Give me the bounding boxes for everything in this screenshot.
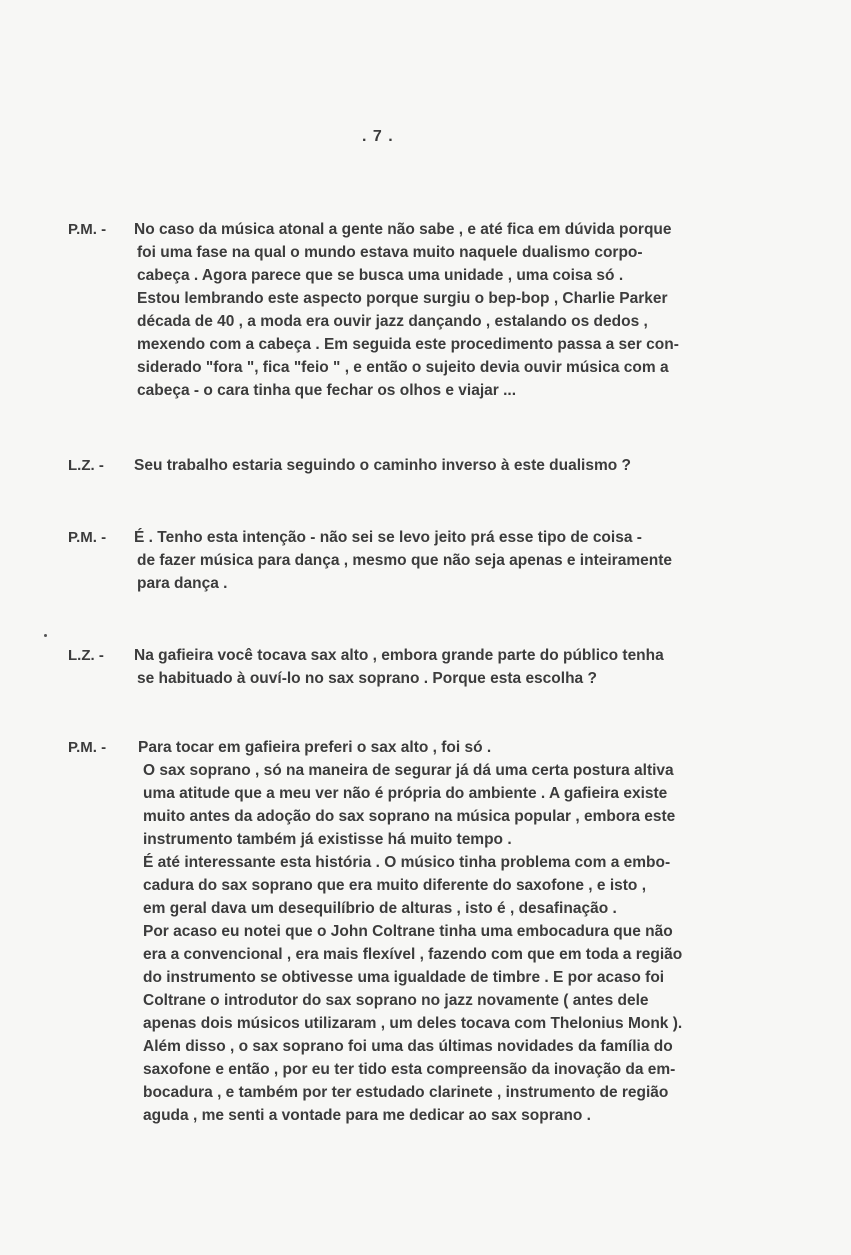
text-line: uma atitude que a meu ver não é própria do ambiente . A gafieira existe xyxy=(143,785,668,802)
speaker-label: L.Z. - xyxy=(68,457,104,474)
text-line: do instrumento se obtivesse uma igualdade de timbre . E por acaso foi xyxy=(143,969,665,986)
text-line: Além disso , o sax soprano foi uma das últimas novidades da família do xyxy=(143,1038,673,1055)
text-line: se habituado à ouví-lo no sax soprano . Porque esta escolha ? xyxy=(137,670,597,687)
text-line: bocadura , e também por ter estudado clarinete , instrumento de região xyxy=(143,1084,669,1101)
text-line: Estou lembrando este aspecto porque surgiu o bep-bop , Charlie Parker xyxy=(137,290,668,307)
text-line: mexendo com a cabeça . Em seguida este procedimento passa a ser con- xyxy=(137,336,679,353)
text-line: de fazer música para dança , mesmo que não seja apenas e inteiramente xyxy=(137,552,672,569)
text-line: em geral dava um desequilíbrio de alturas , isto é , desafinação . xyxy=(143,900,617,917)
text-line: cabeça - o cara tinha que fechar os olhos e viajar ... xyxy=(137,382,517,399)
text-line: saxofone e então , por eu ter tido esta compreensão da inovação da em- xyxy=(143,1061,676,1078)
text-line: Por acaso eu notei que o John Coltrane tinha uma embocadura que não xyxy=(143,923,673,940)
speaker-label: L.Z. - xyxy=(68,647,104,664)
text-line: aguda , me senti a vontade para me dedicar ao sax soprano . xyxy=(143,1107,591,1124)
scan-speck xyxy=(44,634,47,637)
speaker-label: P.M. - xyxy=(68,221,107,238)
text-line: para dança . xyxy=(137,575,228,592)
text-line: cadura do sax soprano que era muito diferente do saxofone , e isto , xyxy=(143,877,647,894)
text-line: siderado "fora ", fica "feio " , e então o sujeito devia ouvir música com a xyxy=(137,359,669,376)
text-line: Seu trabalho estaria seguindo o caminho inverso à este dualismo ? xyxy=(134,457,631,474)
text-line: Coltrane o introdutor do sax soprano no jazz novamente ( antes dele xyxy=(143,992,649,1009)
text-line: muito antes da adoção do sax soprano na música popular , embora este xyxy=(143,808,676,825)
text-line: É até interessante esta história . O músico tinha problema com a embo- xyxy=(143,854,671,871)
text-line: foi uma fase na qual o mundo estava muito naquele dualismo corpo- xyxy=(137,244,643,261)
text-line: Para tocar em gafieira preferi o sax alto , foi só . xyxy=(138,739,492,756)
text-line: cabeça . Agora parece que se busca uma unidade , uma coisa só . xyxy=(137,267,624,284)
speaker-label: P.M. - xyxy=(68,739,107,756)
text-line: instrumento também já existisse há muito tempo . xyxy=(143,831,512,848)
text-line: O sax soprano , só na maneira de segurar já dá uma certa postura altiva xyxy=(143,762,674,779)
text-line: década de 40 , a moda era ouvir jazz dançando , estalando os dedos , xyxy=(137,313,648,330)
text-line: era a convencional , era mais flexível , fazendo com que em toda a região xyxy=(143,946,683,963)
text-line: No caso da música atonal a gente não sabe , e até fica em dúvida porque xyxy=(134,221,672,238)
text-line: É . Tenho esta intenção - não sei se levo jeito prá esse tipo de coisa - xyxy=(134,529,642,546)
text-line: Na gafieira você tocava sax alto , embora grande parte do público tenha xyxy=(134,647,664,664)
speaker-label: P.M. - xyxy=(68,529,107,546)
page-number: . 7 . xyxy=(362,128,394,145)
text-line: apenas dois músicos utilizaram , um deles tocava com Thelonius Monk ). xyxy=(143,1015,683,1032)
